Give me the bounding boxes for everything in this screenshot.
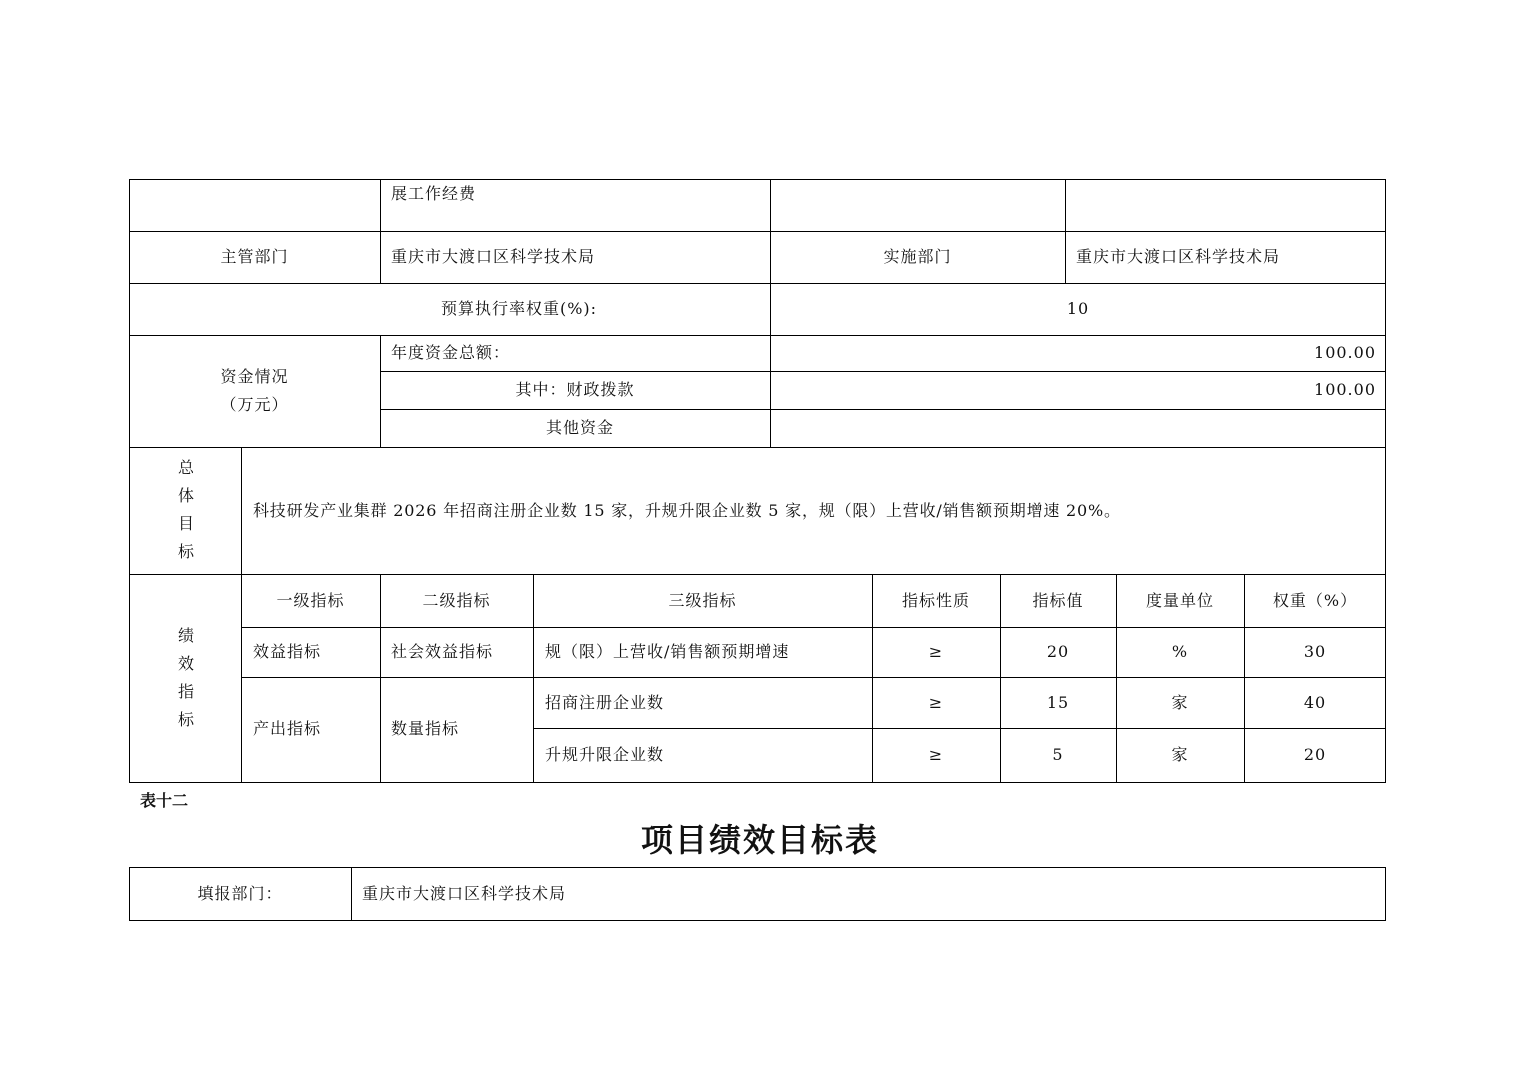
row1-level2: 社会效益指标 — [391, 642, 494, 661]
row-divider — [533, 728, 1386, 729]
impl-label: 实施部门 — [883, 247, 952, 266]
reporting-dept-label: 填报部门： — [197, 884, 283, 903]
other-funds-label: 其他资金 — [545, 418, 614, 437]
row2-nature: ≥ — [928, 693, 944, 712]
header-level3: 三级指标 — [668, 591, 737, 610]
row-divider — [380, 409, 1386, 410]
row2-level3: 招商注册企业数 — [545, 693, 665, 712]
row1-weight: 30 — [1303, 642, 1327, 661]
row2-unit: 家 — [1171, 693, 1189, 712]
perf-label-char: 标 — [177, 710, 194, 729]
table-number-label: 表十二 — [140, 791, 189, 810]
document-title: 项目绩效目标表 — [640, 821, 879, 859]
impl-value: 重庆市大渡口区科学技术局 — [1076, 247, 1281, 266]
row3-unit: 家 — [1171, 745, 1189, 764]
row3-weight: 20 — [1303, 745, 1327, 764]
reporting-dept-value: 重庆市大渡口区科学技术局 — [362, 884, 567, 903]
row2-weight: 40 — [1303, 693, 1327, 712]
row1-unit: % — [1171, 642, 1189, 661]
overall-goal-char: 体 — [177, 486, 194, 505]
row2-level2: 数量指标 — [391, 719, 460, 738]
overall-goal-char: 目 — [177, 514, 194, 533]
perf-label — [176, 622, 196, 734]
budget-weight-value: 10 — [1066, 299, 1090, 318]
project-name-tail: 展工作经费 — [391, 184, 477, 203]
row-divider — [241, 627, 1386, 628]
header-unit: 度量单位 — [1145, 591, 1214, 610]
annual-total-label: 年度资金总额： — [391, 343, 511, 362]
perf-label-char: 绩 — [177, 626, 194, 645]
dept-label: 主管部门 — [220, 247, 289, 266]
row2-level1: 产出指标 — [253, 719, 322, 738]
col-divider — [241, 447, 242, 783]
row3-value: 5 — [1052, 745, 1064, 764]
perf-label-char: 指 — [177, 682, 194, 701]
row1-level1: 效益指标 — [253, 642, 322, 661]
row3-level3: 升规升限企业数 — [545, 745, 665, 764]
header-weight: 权重（%） — [1272, 591, 1358, 610]
row-divider — [129, 447, 1386, 448]
annual-total-value: 100.00 — [1314, 343, 1376, 362]
dept-value: 重庆市大渡口区科学技术局 — [391, 247, 596, 266]
row-divider — [129, 335, 1386, 336]
row3-nature: ≥ — [928, 745, 944, 764]
row-divider — [129, 574, 1386, 575]
col-divider — [1065, 179, 1066, 283]
overall-goal-text: 科技研发产业集群 2026 年招商注册企业数 15 家，升规升限企业数 5 家，规（限）上营收/销售额预期增速 20%。 — [253, 501, 1121, 520]
fiscal-value: 100.00 — [1314, 380, 1376, 399]
overall-goal-char: 总 — [177, 458, 194, 477]
row-divider — [380, 371, 1386, 372]
row-divider — [241, 677, 1386, 678]
row1-nature: ≥ — [928, 642, 944, 661]
row1-value: 20 — [1046, 642, 1070, 661]
budget-weight-label: 预算执行率权重(%): — [440, 299, 598, 318]
overall-goal-char: 标 — [177, 542, 194, 561]
col-divider — [380, 179, 381, 283]
row2-value: 15 — [1046, 693, 1070, 712]
row-divider — [129, 283, 1386, 284]
row1-level3: 规（限）上营收/销售额预期增速 — [545, 642, 790, 661]
funds-label-line2: （万元） — [220, 395, 289, 414]
row-divider — [129, 231, 1386, 232]
fiscal-label: 其中：财政拨款 — [515, 380, 635, 399]
header-nature: 指标性质 — [901, 591, 970, 610]
funds-label-line1: 资金情况 — [220, 367, 289, 386]
header-level1: 一级指标 — [276, 591, 345, 610]
perf-label-char: 效 — [177, 654, 194, 673]
overall-goal-label — [176, 454, 196, 566]
header-level2: 二级指标 — [422, 591, 491, 610]
header-value: 指标值 — [1032, 591, 1084, 610]
col-divider — [351, 867, 352, 921]
